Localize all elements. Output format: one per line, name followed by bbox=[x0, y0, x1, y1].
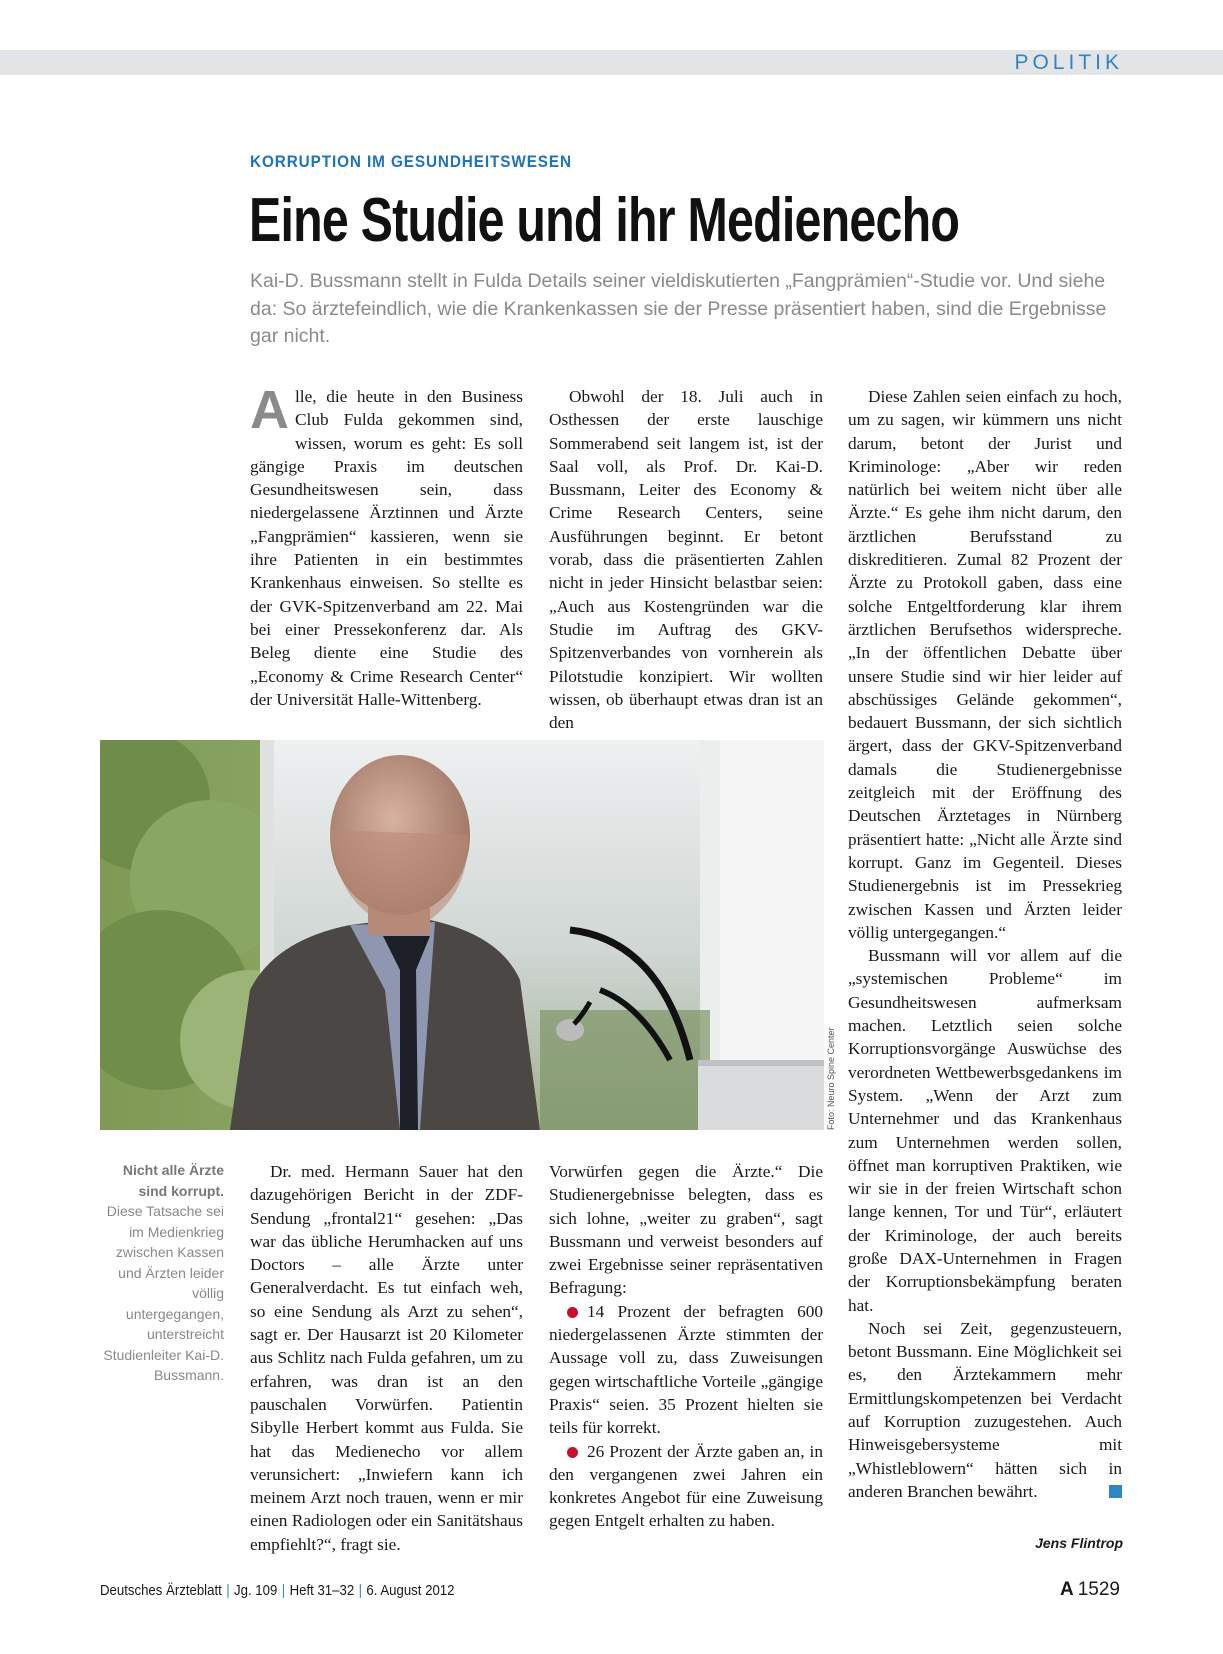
photo-credit: Foto: Neuro Spine Center bbox=[826, 1027, 836, 1130]
article-lede: Kai-D. Bussmann stellt in Fulda Details seiner vieldiskutierten „Fangprämien“-Studie vor. Und siehe da: So ärztefeindlich, wie die Krankenkassen sie der Presse präsentiert haben, sind die Ergebnisse gar nicht. bbox=[250, 270, 1107, 347]
column-2 bbox=[549, 385, 823, 734]
bullet-icon bbox=[567, 1307, 578, 1318]
issue: Heft 31–32 bbox=[289, 1582, 355, 1599]
column-1 bbox=[250, 380, 523, 711]
article-kicker: KORRUPTION IM GESUNDHEITSWESEN bbox=[250, 152, 572, 171]
bullet-item bbox=[549, 1440, 823, 1533]
paragraph bbox=[250, 380, 523, 711]
paragraph: Obwohl der 18. Juli auch in Osthessen der erste lauschige Sommerabend seit langem ist, ist der Saal voll, als Prof. Dr. Kai-D. Bussmann, Leiter des Economy & Crime Research Centers, seine Ausführungen beginnt. Er betont vorab, dass die präsentierten Zahlen nicht in jeder Hinsicht belastbar seien: „Auch aus Kostengründen war die Studie im Auftrag des GKV-Spitzenverbandes von vornherein als Pilotstudie konzipiert. Wir wollten wissen, ob überhaupt etwas dran ist an den bbox=[549, 387, 823, 733]
caption-text: Diese Tatsache sei im Medienkrieg zwischen Kassen und Ärzten leider völlig untergegangen, unterstreicht Studienleiter Kai-D. Bussmann. bbox=[103, 1203, 224, 1383]
paragraph: Vorwürfen gegen die Ärzte.“ Die Studienergebnisse belegten, dass es sich lohne, „weiter zu graben“, sagt Bussmann und verweist besonders auf zwei Ergebnisse seiner repräsentativen Befragung: bbox=[549, 1162, 823, 1298]
paragraph-text: lle, die heute in den Business Club Fulda gekommen sind, wissen, worum es geht: Es soll gängige Praxis im deutschen Gesundheitswesen sein, dass niedergelassene Ärztinnen und Ärzte „Fangprämien“ kassieren, wenn sie ihre Patienten in ein bestimmtes Krankenhaus einweisen. So stellte es der GVK-Spitzenverband am 22. Mai bei einer Pressekonferenz dar. Als Beleg diente eine Studie des „Economy & Crime Research Center“ der Universität Halle-Wittenberg. bbox=[250, 387, 523, 709]
volume: Jg. 109 bbox=[234, 1582, 278, 1599]
paragraph-text: Noch sei Zeit, gegenzusteuern, betont Bussmann. Eine Möglichkeit sei es, den Ärztekammern mehr Ermittlungskompetenzen bei Verdacht auf Korruption zuzugestehen. Auch Hinweisgebersysteme mit „Whistleblowern“ hätten sich in anderen Branchen bewährt. bbox=[848, 1318, 1122, 1501]
page-number-value: 1529 bbox=[1077, 1579, 1120, 1600]
publication-name: Deutsches Ärzteblatt bbox=[100, 1582, 222, 1599]
paragraph bbox=[848, 1317, 1122, 1503]
paragraph: Bussmann will vor allem auf die „systemischen Probleme“ im Gesundheitswesen aufmerksam machen. Letztlich seien solche Korruptionsvorgänge Auswüchse des verordneten Wettbewerbsgedankens im System. „Wenn der Arzt zum Unternehmer und das Krankenhaus zum Unternehmen werden sollen, öffnet man korruptiven Praktiken, wie wir sie in der freien Wirtschaft schon lange kennen, Tor und Tür“, erläutert der Kriminologe, der auch bereits große DAX-Unternehmen in Fragen der Korruptionsbekämpfung beraten hat. bbox=[848, 946, 1122, 1315]
separator: | bbox=[358, 1582, 363, 1599]
page-prefix: A bbox=[1059, 1579, 1074, 1600]
column-4 bbox=[250, 1160, 523, 1556]
issue-date: 6. August 2012 bbox=[366, 1582, 455, 1599]
bullet-text: 14 Prozent der befragten 600 niedergelassenen Ärzte stimmten der Aussage voll zu, dass Zuweisungen gegen wirtschaftliche Vorteile „gängige Praxis“ seien. 35 Prozent hielten sie teils für korrekt. bbox=[549, 1301, 823, 1438]
speaker-photo-illustration bbox=[100, 740, 824, 1130]
bullet-text: 26 Prozent der Ärzte gaben an, in den vergangenen zwei Jahren ein konkretes Angebot für eine Zuweisung gegen Entgelt erhalten zu haben. bbox=[549, 1441, 823, 1531]
article-title: Eine Studie und ihr Medienecho bbox=[249, 186, 960, 255]
drop-cap: A bbox=[250, 380, 289, 440]
paragraph: Dr. med. Hermann Sauer hat den dazugehörigen Bericht in der ZDF-Sendung „frontal21“ gesehen: „Das war das übliche Herumhacken auf uns Doctors – alle Ärzte unter Generalverdacht. Es tut einfach weh, so eine Sendung als Arzt zu sehen“, sagt er. Der Hausarzt ist 20 Kilometer aus Schlitz nach Fulda gefahren, um zu erfahren, was dran ist an den pauschalen Vorwürfen. Patientin Sibylle Herbert kommt aus Fulda. Sie hat das Medienecho vor allem verunsichert: „Inwiefern kann ich meinem Arzt noch trauen, wenn er mir einen Radiologen oder ein Sanitätshaus empfiehlt?“, fragt sie. bbox=[250, 1162, 523, 1554]
article-photo bbox=[100, 740, 824, 1130]
paragraph: Diese Zahlen seien einfach zu hoch, um zu sagen, wir kümmern uns nicht darum, betont der Jurist und Kriminologe: „Aber wir reden natürlich bei weitem nicht über alle Ärzte.“ Es gehe ihm nicht darum, den ärztlichen Berufsstand zu diskreditieren. Zumal 82 Prozent der Ärzte zu Protokoll gaben, dass eine solche Entgeltforderung klar ihrem ärztlichen Berufsethos widerspreche. „In der öffentlichen Debatte über unsere Studie sind wir hier leider auf abschüssiges Gelände gekommen“, bedauert Bussmann, der sich sichtlich ärgert, dass der GKV-Spitzenverband damals die Studienergebnisse zeitgleich mit der Eröffnung des Deutschen Ärztetages in Nürnberg präsentiert hatte: „Nicht alle Ärzte sind korrupt. Ganz im Gegenteil. Dieses Studienergebnis ist im Pressekrieg zwischen Kassen und Ärzten leider völlig untergegangen.“ bbox=[848, 387, 1122, 942]
separator: | bbox=[281, 1582, 286, 1599]
bullet-item bbox=[549, 1300, 823, 1440]
section-label: POLITIK bbox=[1014, 51, 1123, 74]
column-3 bbox=[848, 385, 1122, 1503]
bullet-icon bbox=[567, 1447, 578, 1458]
separator: | bbox=[226, 1582, 230, 1599]
page-number bbox=[1060, 1579, 1120, 1601]
column-5 bbox=[549, 1160, 823, 1533]
author-byline: Jens Flintrop bbox=[1035, 1535, 1123, 1551]
caption-title: Nicht alle Ärzte sind korrupt. bbox=[122, 1162, 224, 1199]
photo-caption bbox=[100, 1160, 224, 1386]
footer-publication-info bbox=[100, 1582, 454, 1599]
end-mark-icon bbox=[1109, 1485, 1122, 1498]
